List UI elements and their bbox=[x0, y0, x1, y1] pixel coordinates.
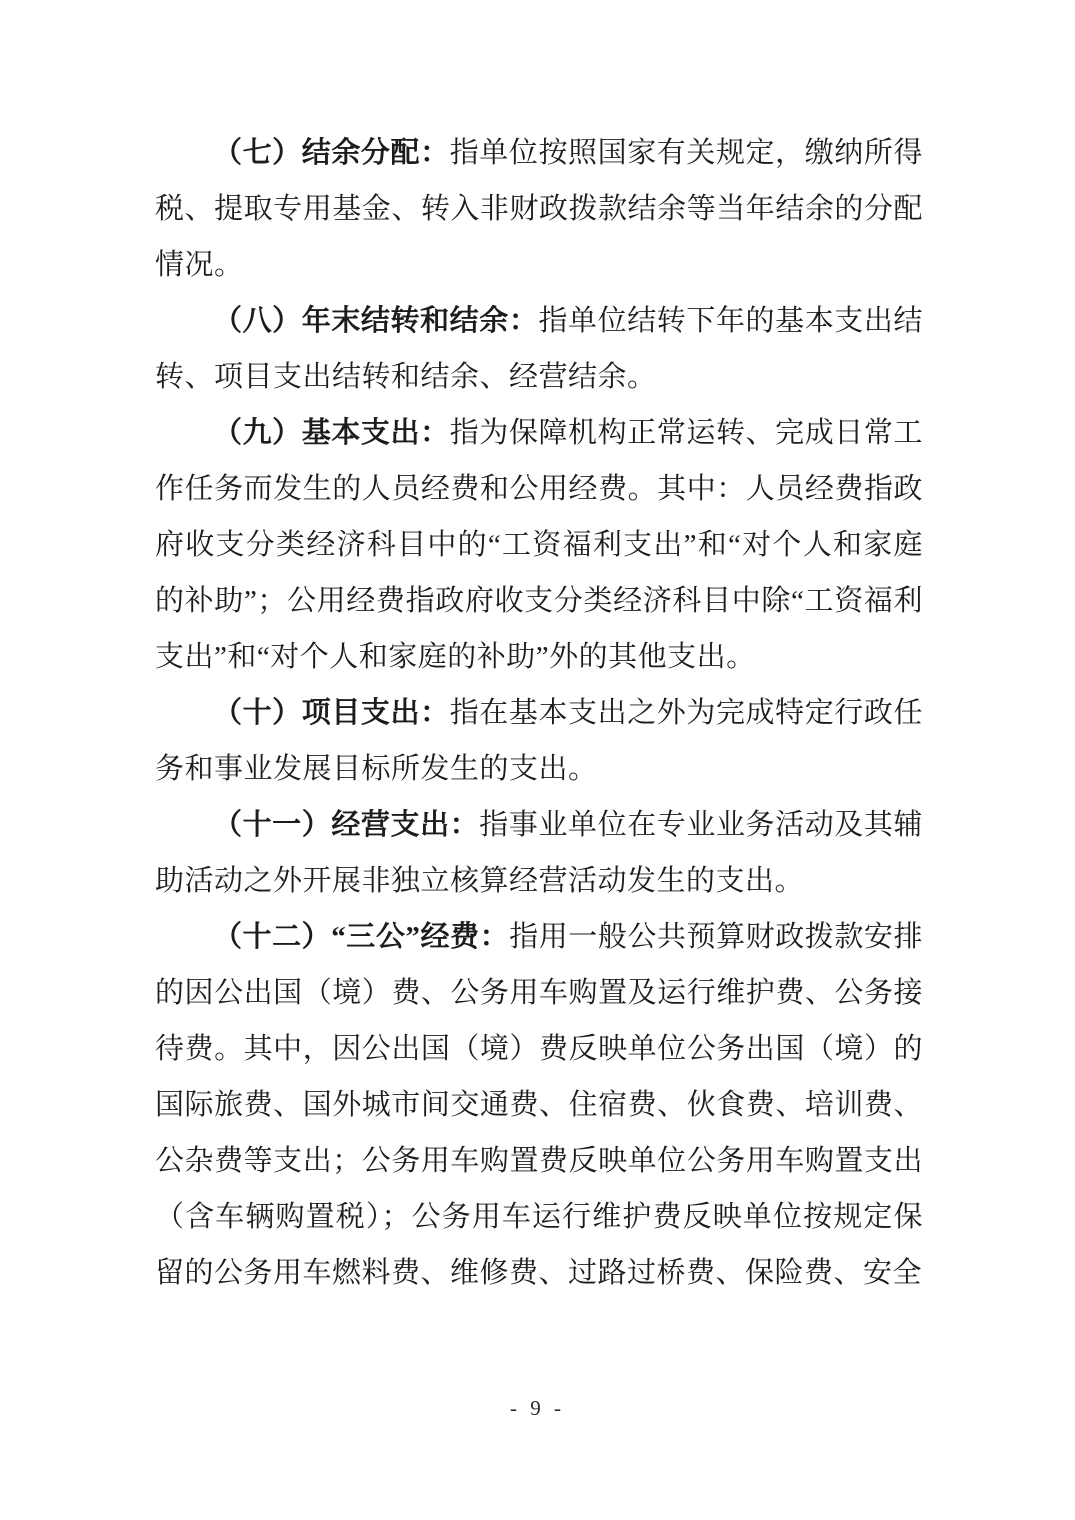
page-number: - 9 - bbox=[510, 1396, 565, 1420]
paragraph-text: 指事业单位在专业业务活动及其辅助活动之外开展非独立核算经营活动发生的支出。 bbox=[155, 809, 923, 897]
paragraph bbox=[155, 909, 923, 1301]
paragraph bbox=[155, 125, 923, 293]
paragraph-label: （十一）经营支出： bbox=[213, 809, 480, 841]
document-body bbox=[155, 125, 923, 1301]
paragraph-label: （十）项目支出： bbox=[213, 697, 450, 729]
page-footer bbox=[0, 1396, 1075, 1421]
paragraph-text: 指为保障机构正常运转、完成日常工作任务而发生的人员经费和公用经费。其中：人员经费指政府收支分类经济科目中的“工资福利支出”和“对个人和家庭的补助”；公用经费指政府收支分类经济科目中除“工资福利支出”和“对个人和家庭的补助”外的其他支出。 bbox=[155, 417, 923, 673]
paragraph bbox=[155, 293, 923, 405]
paragraph bbox=[155, 685, 923, 797]
paragraph bbox=[155, 797, 923, 909]
paragraph-label: （七）结余分配： bbox=[213, 137, 450, 169]
paragraph-label: （十二）“三公”经费： bbox=[213, 921, 510, 953]
paragraph-label: （八）年末结转和结余： bbox=[213, 305, 539, 337]
paragraph-label: （九）基本支出： bbox=[213, 417, 450, 449]
paragraph-text: 指单位按照国家有关规定，缴纳所得税、提取专用基金、转入非财政拨款结余等当年结余的分配情况。 bbox=[155, 137, 923, 281]
paragraph-text: 指用一般公共预算财政拨款安排的因公出国（境）费、公务用车购置及运行维护费、公务接待费。其中，因公出国（境）费反映单位公务出国（境）的国际旅费、国外城市间交通费、住宿费、伙食费、培训费、公杂费等支出；公务用车购置费反映单位公务用车购置支出（含车辆购置税）；公务用车运行维护费反映单位按规定保留的公务用车燃料费、维修费、过路过桥费、保险费、安全 bbox=[155, 921, 923, 1289]
paragraph bbox=[155, 405, 923, 685]
paragraph-text: 指在基本支出之外为完成特定行政任务和事业发展目标所发生的支出。 bbox=[155, 697, 923, 785]
paragraph-text: 指单位结转下年的基本支出结转、项目支出结转和结余、经营结余。 bbox=[155, 305, 923, 393]
